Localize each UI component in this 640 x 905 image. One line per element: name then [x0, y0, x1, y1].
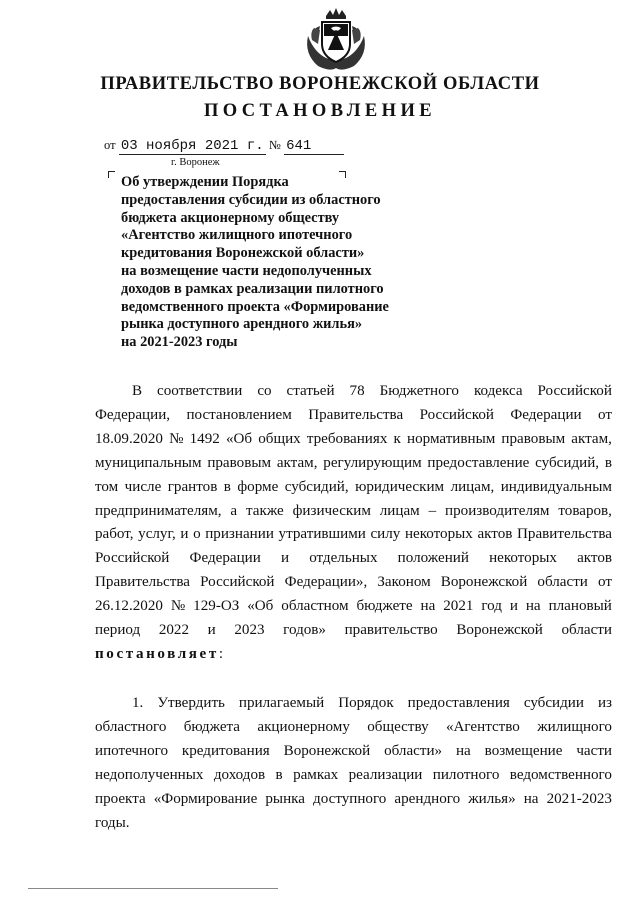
page-footer-rule [28, 888, 278, 889]
word: силу [370, 526, 401, 543]
word: числе [124, 478, 162, 495]
word: Правительства [95, 574, 190, 591]
word: предпринимателям, [95, 502, 222, 519]
organization-title: ПРАВИТЕЛЬСТВО ВОРОНЕЖСКОЙ ОБЛАСТИ [100, 74, 540, 94]
document-number: 641 [284, 138, 344, 155]
word: 26.12.2020 [95, 598, 163, 615]
paragraph-line [95, 595, 612, 619]
paragraph-line [95, 740, 612, 764]
word: проекта [95, 790, 146, 807]
word: статьей [286, 383, 335, 399]
word: пилотного [432, 766, 500, 783]
word: 129-ОЗ [193, 598, 240, 615]
paragraph-line [95, 788, 612, 812]
word: также [246, 502, 284, 519]
city-label: г. Воронеж [171, 157, 220, 168]
word: возмещение [484, 742, 563, 759]
date-number-line [104, 137, 344, 155]
number-prefix: № [268, 138, 281, 152]
word: предоставление [427, 454, 530, 471]
subject-line: кредитования Воронежской области» [121, 245, 365, 262]
word: производителям [445, 502, 550, 519]
word: № [170, 598, 186, 615]
word: бюджете [356, 598, 413, 615]
document-subject [121, 174, 389, 352]
word: обществу [367, 718, 429, 735]
word: жилищного [537, 718, 612, 735]
word: ипотечного [95, 742, 168, 759]
word: правительство [344, 622, 438, 639]
word: Российской [537, 383, 612, 399]
word: некоторых [489, 550, 557, 567]
word: актам, [276, 454, 318, 471]
word: требованиях [306, 430, 388, 447]
word: годы. [95, 814, 130, 831]
paragraph-line [95, 476, 612, 500]
word: физическим [292, 502, 371, 519]
clause-1-paragraph [95, 692, 612, 835]
word: юридическим [355, 478, 445, 495]
subject-corner-left [108, 171, 115, 178]
paragraph-line [95, 404, 612, 428]
word: 18.09.2020 [95, 430, 163, 447]
word: Российской [419, 406, 494, 423]
word: арендного [394, 790, 461, 807]
word: плановый [548, 598, 612, 615]
word: положений [397, 550, 469, 567]
word: в [223, 478, 231, 495]
word: 2022 [158, 622, 190, 639]
word: форме [237, 478, 279, 495]
word: прилагаемый [238, 695, 325, 711]
subject-line: рынка доступного арендного жилья» [121, 316, 363, 333]
word: на [455, 742, 471, 759]
word: областном [281, 598, 349, 615]
word: актов [577, 550, 612, 567]
word: а [230, 502, 238, 519]
word: товаров, [558, 502, 612, 519]
word: рамках [293, 766, 339, 783]
paragraph-line [95, 812, 612, 836]
word: – [428, 502, 437, 519]
word: В [132, 383, 143, 399]
word: на [523, 790, 539, 807]
word: регулирующим [323, 454, 422, 471]
word: нормативным [407, 430, 496, 447]
word: кредитования [181, 742, 270, 759]
paragraph-line [95, 692, 612, 716]
subject-line: Об утверждении Порядка [121, 174, 289, 190]
word: предоставления [407, 695, 510, 711]
word: услуг, [138, 526, 176, 543]
word: Федерации», [284, 574, 368, 591]
paragraph-line [95, 380, 612, 404]
subject-line: бюджета акционерному обществу [121, 209, 340, 226]
word: актам, [571, 430, 612, 447]
word: жилья» [468, 790, 516, 807]
word: и [509, 598, 518, 615]
word: Воронежской [283, 742, 371, 759]
word: области» [384, 742, 443, 759]
document-type-title: ПОСТАНОВЛЕНИЕ [203, 101, 436, 121]
word: некоторых [404, 526, 473, 543]
word: период [95, 622, 141, 639]
word: и [180, 526, 189, 543]
decree-word: постановляет [95, 645, 219, 662]
word: субсидии [523, 695, 584, 711]
word: бюджета [183, 718, 241, 735]
word: областного [95, 718, 167, 735]
word: Федерации [189, 550, 261, 567]
paragraph-line [95, 716, 612, 740]
word: кодекса [473, 383, 523, 399]
word: Законом [377, 574, 431, 591]
subject-line: на 2021-2023 годы [121, 334, 238, 351]
word: недополученных [95, 766, 204, 783]
word: Правительства [517, 526, 612, 543]
word: Бюджетного [379, 383, 459, 399]
paragraph-line [95, 523, 612, 547]
word: «Об [225, 430, 253, 447]
word: о [193, 526, 201, 543]
word: и [280, 550, 290, 567]
word: на [525, 598, 541, 615]
subject-line: доходов в рамках реализации пилотного [121, 280, 384, 297]
date-prefix: от [104, 138, 116, 152]
preamble-paragraph [95, 380, 612, 667]
word: к [393, 430, 401, 447]
word: «Об [247, 598, 274, 615]
word: субсидий, [535, 454, 600, 471]
word: Порядок [338, 695, 394, 711]
subject-line: ведомственного проекта «Формирование [121, 298, 389, 315]
word: Федерации, [95, 406, 171, 423]
word: Воронежской [440, 574, 528, 591]
paragraph-line [95, 764, 612, 788]
word: в [275, 766, 283, 783]
word: «Формирование [153, 790, 258, 807]
word: субсидий, [284, 478, 349, 495]
word: Федерации [510, 406, 582, 423]
word: лицам [379, 502, 420, 519]
document-date: 03 ноября 2021 г. [120, 138, 264, 154]
word: № [169, 430, 184, 447]
coat-of-arms-icon [300, 6, 372, 76]
decree-line [95, 643, 612, 667]
word: от [598, 406, 612, 423]
word: общих [258, 430, 301, 447]
word: 1. [132, 695, 144, 711]
word: Правительства [308, 406, 404, 423]
word: Российской [95, 550, 170, 567]
word: в [604, 454, 612, 471]
word: от [598, 574, 612, 591]
word: том [95, 478, 119, 495]
paragraph-line [95, 500, 612, 524]
subject-line: предоставления субсидии из областного [121, 191, 381, 208]
word: лицам, [450, 478, 495, 495]
word: 1492 [189, 430, 220, 447]
word: части [576, 742, 612, 759]
word: области [561, 622, 612, 639]
word: отдельных [309, 550, 378, 567]
word: утратившими [278, 526, 366, 543]
word: из [597, 695, 612, 711]
word: доходов [213, 766, 266, 783]
word: правовым [207, 454, 272, 471]
word: акционерному [257, 718, 350, 735]
word: правовым [501, 430, 566, 447]
paragraph-line [95, 619, 612, 643]
word: муниципальным [95, 454, 202, 471]
word: и [207, 622, 216, 639]
paragraph-line [95, 547, 612, 571]
word: рынка [265, 790, 305, 807]
word: 2021 [443, 598, 474, 615]
word: ведомственного [509, 766, 612, 783]
word: Российской [200, 574, 275, 591]
word: признании [205, 526, 274, 543]
subject-line: на возмещение части недополученных [121, 262, 372, 279]
word: со [257, 383, 272, 399]
word: годов» [283, 622, 326, 639]
word: постановлением [186, 406, 292, 423]
word: на [420, 598, 436, 615]
word: 2021-2023 [546, 790, 612, 807]
word: Воронежской [456, 622, 543, 639]
paragraph-line [95, 428, 612, 452]
word: работ, [95, 526, 134, 543]
word: доступного [313, 790, 387, 807]
word: Утвердить [157, 695, 225, 711]
paragraph-line [95, 571, 612, 595]
word: 2023 [234, 622, 265, 639]
word: «Агентство [445, 718, 520, 735]
word: год [481, 598, 502, 615]
word: грантов [167, 478, 218, 495]
word: актов [477, 526, 513, 543]
word: области [537, 574, 588, 591]
word: реализации [348, 766, 423, 783]
subject-line: «Агентство жилищного ипотечного [121, 227, 353, 244]
word: 78 [349, 383, 365, 399]
paragraph-line [95, 452, 612, 476]
word: индивидуальным [500, 478, 612, 495]
decree-colon: : [218, 645, 224, 662]
word: соответствии [157, 383, 243, 399]
